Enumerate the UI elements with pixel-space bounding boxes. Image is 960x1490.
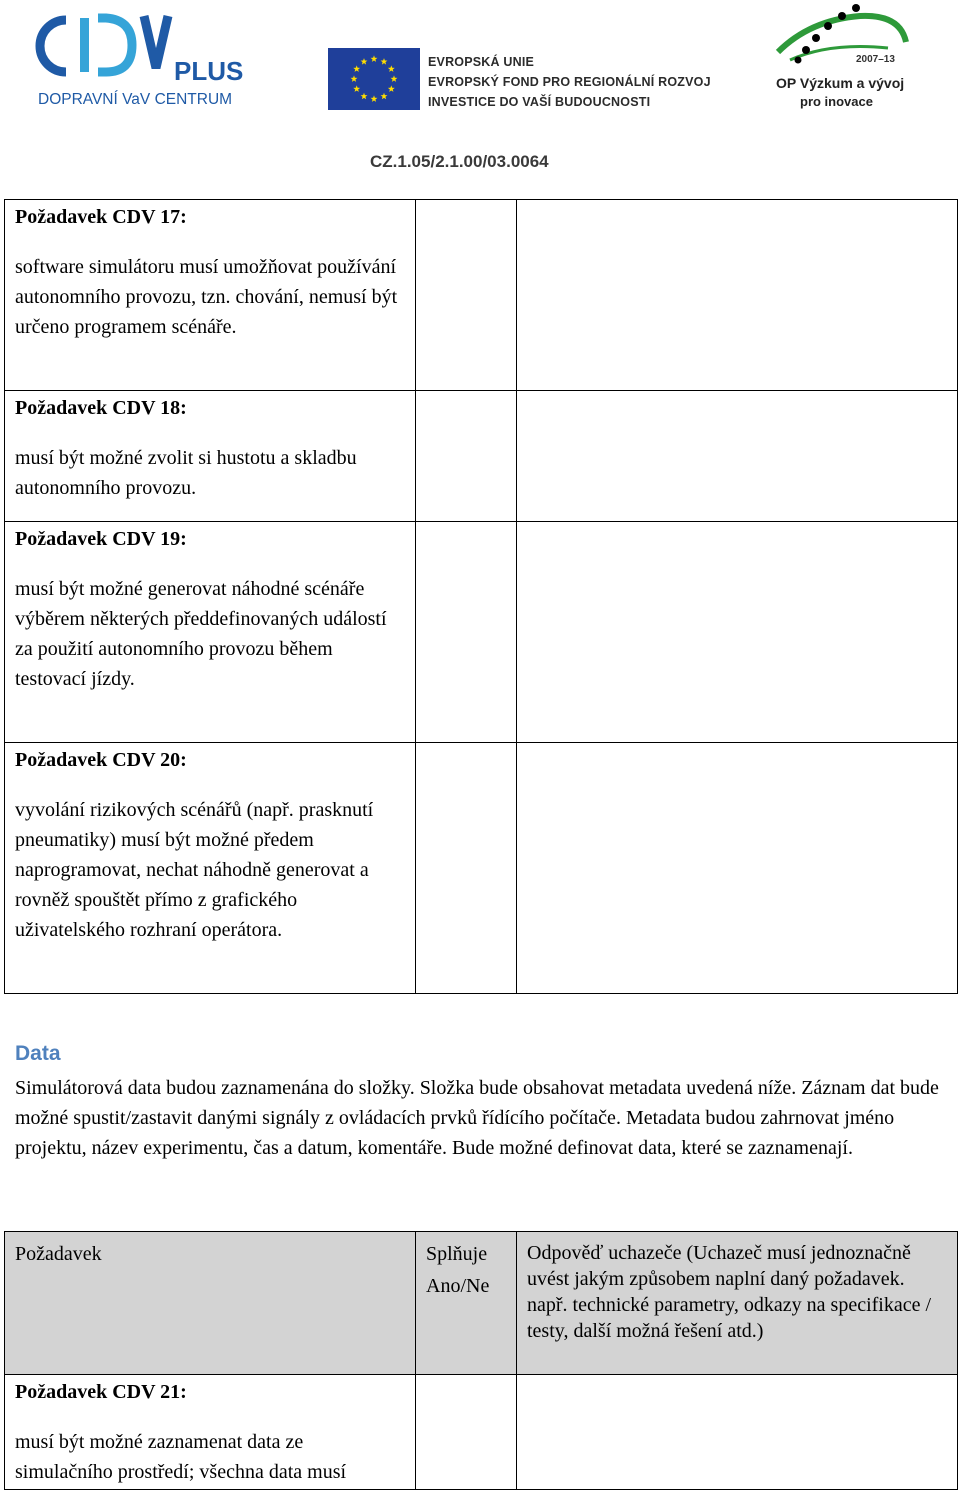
requirements-table-1 [4, 199, 958, 994]
response-cell[interactable] [517, 391, 958, 522]
requirement-cell [5, 391, 416, 522]
requirements-table-2 [4, 1231, 958, 1490]
compliance-cell[interactable] [416, 200, 517, 391]
cdv-plus-text: PLUS [174, 56, 244, 86]
response-cell[interactable] [517, 1375, 958, 1490]
header-compliance [416, 1232, 517, 1375]
compliance-cell[interactable] [416, 522, 517, 743]
requirement-body: musí být možné zaznamenat data ze simulačního prostředí; všechna data musí [15, 1431, 347, 1483]
header-compliance-line-1: Splňuje [426, 1243, 488, 1265]
table-row [5, 743, 958, 994]
data-paragraph-text: Simulátorová data budou zaznamenána do složky. Složka bude obsahovat metadata uvedená níže. Záznam dat bude možné spustit/zastavit danými signály z ovládacích prvků řídícího počítače. Metadata budou zahrnovat jméno projektu, název experimentu, čas a datum, komentáře. Bude možné definovat data, které se zaznamenají. [15, 1077, 939, 1159]
project-code: CZ.1.05/2.1.00/03.0064 [370, 152, 549, 171]
requirement-heading: Požadavek CDV 20: [15, 749, 187, 771]
requirement-cell [5, 743, 416, 994]
requirement-heading: Požadavek CDV 21: [15, 1381, 187, 1403]
table-row [5, 522, 958, 743]
eu-text [428, 52, 711, 112]
cdv-logo [36, 12, 244, 112]
requirement-body: musí být možné generovat náhodné scénáře výběrem některých předdefinovaných událostí za použití autonomního provozu během testovací jízdy. [15, 578, 387, 690]
table-row [5, 200, 958, 391]
requirement-cell [5, 522, 416, 743]
data-paragraph [15, 1073, 945, 1163]
requirement-cell [5, 200, 416, 391]
requirement-cell [5, 1375, 416, 1490]
response-cell[interactable] [517, 743, 958, 994]
header-compliance-line-2: Ano/Ne [426, 1275, 490, 1297]
header-requirement: Požadavek [5, 1232, 416, 1375]
op-line-2: pro inovace [800, 94, 873, 109]
header-response: Odpověď uchazeče (Uchazeč musí jednoznačně uvést jakým způsobem naplní daný požadavek. např. technické parametry, odkazy na specifikace / testy, další možná řešení atd.) [517, 1232, 958, 1375]
compliance-cell[interactable] [416, 743, 517, 994]
table-header-row [5, 1232, 958, 1375]
eu-line-1: EVROPSKÁ UNIE [428, 55, 535, 69]
requirement-heading: Požadavek CDV 17: [15, 206, 187, 228]
eu-flag-icon [328, 48, 420, 110]
cdv-subtitle: DOPRAVNÍ VaV CENTRUM [38, 91, 233, 108]
section-title-data: Data [15, 1042, 61, 1065]
compliance-cell[interactable] [416, 391, 517, 522]
requirement-body: software simulátoru musí umožňovat používání autonomního provozu, tzn. chování, nemusí být určeno programem scénáře. [15, 256, 398, 338]
requirement-heading: Požadavek CDV 18: [15, 397, 187, 419]
op-line-1: OP Výzkum a vývoj [776, 75, 905, 91]
response-cell[interactable] [517, 200, 958, 391]
table-row [5, 1375, 958, 1490]
compliance-cell[interactable] [416, 1375, 517, 1490]
requirement-body: vyvolání rizikových scénářů (např. prasknutí pneumatiky) musí být možné předem naprogramovat, nechat náhodně generovat a rovněž spouštět přímo z grafického uživatelského rozhraní operátora. [15, 799, 374, 941]
requirement-body: musí být možné zvolit si hustotu a skladbu autonomního provozu. [15, 447, 357, 499]
op-vyzkum-logo [770, 2, 920, 112]
op-years: 2007–13 [856, 54, 895, 65]
eu-line-2: EVROPSKÝ FOND PRO REGIONÁLNÍ ROZVOJ [428, 75, 711, 89]
table-row [5, 391, 958, 522]
eu-line-3: INVESTICE DO VAŠÍ BUDOUCNOSTI [428, 95, 651, 109]
requirement-heading: Požadavek CDV 19: [15, 528, 187, 550]
response-cell[interactable] [517, 522, 958, 743]
